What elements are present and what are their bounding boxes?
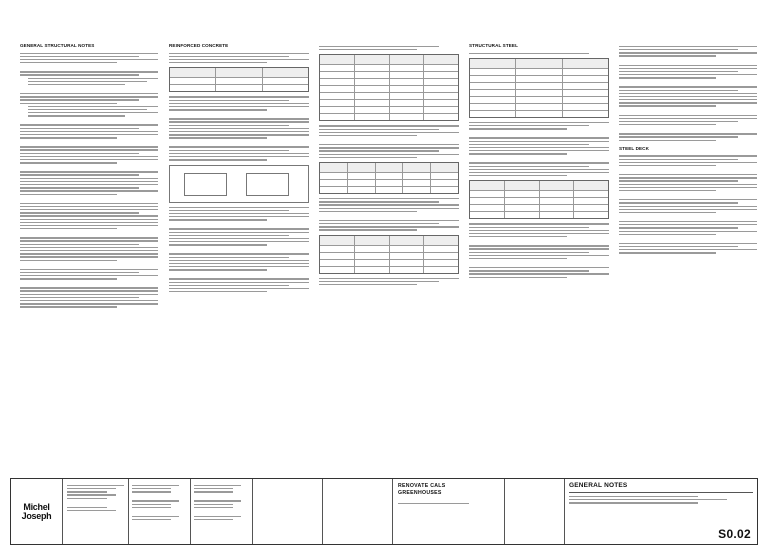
- general-structural-notes-column: [20, 44, 158, 464]
- footing-detail-sketch: [169, 165, 309, 203]
- structural-steel-heading: STRUCTURAL STEEL: [469, 44, 518, 48]
- project-name-line2: GREENHOUSES: [398, 490, 442, 496]
- project-block: [393, 479, 505, 544]
- general-structural-notes-heading: GENERAL STRUCTURAL NOTES: [20, 44, 95, 48]
- sheet-title: GENERAL NOTES: [569, 482, 753, 493]
- compression-table-column: [319, 44, 459, 464]
- project-name-line1: RENOVATE CALS: [398, 483, 446, 489]
- consultant-list-1: [129, 479, 191, 544]
- drawing-sheet: [6, 20, 762, 544]
- reinforced-concrete-heading: REINFORCED CONCRETE: [169, 44, 229, 48]
- steel-deck-heading: STEEL DECK: [619, 145, 650, 151]
- steel-deck-column: [619, 44, 757, 464]
- development-length-table: [319, 54, 459, 121]
- sheet-number: S0.02: [718, 527, 751, 541]
- hook-length-table: [319, 162, 459, 194]
- stamp-area: [505, 479, 565, 544]
- consultant-list-2: [191, 479, 253, 544]
- lap-splice-table: [319, 235, 459, 274]
- firm-logo: [11, 479, 63, 544]
- firm-logo-line1: Michel: [23, 501, 50, 512]
- sheet-title-block: [565, 479, 757, 544]
- bolt-table: [469, 180, 609, 219]
- firm-info: [63, 479, 129, 544]
- structural-steel-column: [469, 44, 609, 464]
- seal-area: [253, 479, 323, 544]
- revision-area: [323, 479, 393, 544]
- steel-shapes-table: [469, 58, 609, 118]
- firm-logo-line2: Joseph: [21, 510, 52, 521]
- concrete-strength-table: [169, 67, 309, 92]
- title-block: [10, 478, 758, 545]
- reinforced-concrete-column: [169, 44, 309, 464]
- firm-logo-mark: [19, 500, 55, 524]
